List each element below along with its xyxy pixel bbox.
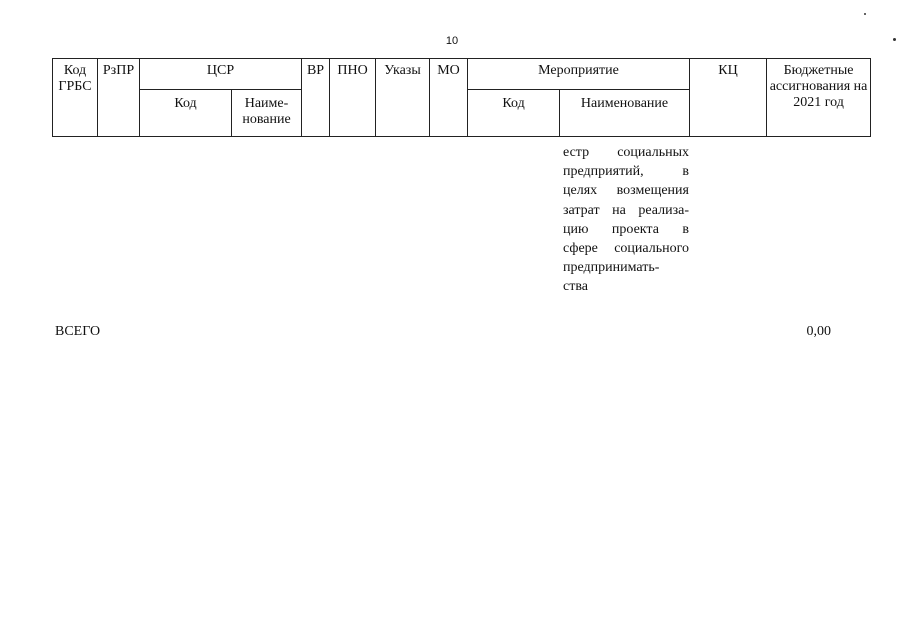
header-pno: ПНО — [330, 59, 376, 137]
header-csr-name: Наиме-нование — [232, 90, 302, 137]
header-meropriyatie: Мероприятие — [468, 59, 690, 90]
header-mer-kod: Код — [468, 90, 560, 137]
description-line: целях возмещения — [563, 183, 689, 199]
scan-speck — [864, 13, 866, 15]
total-value: 0,00 — [806, 324, 831, 339]
header-rzpr: РзПР — [98, 59, 140, 137]
header-csr-kod: Код — [140, 90, 232, 137]
description-line: предпринимать- — [563, 260, 660, 276]
page-number: 10 — [445, 35, 459, 47]
header-mer-name: Наименование — [560, 90, 690, 137]
description-line: предприятий, в — [563, 164, 689, 180]
description-line: ства — [563, 279, 588, 295]
description-line: цию проекта в — [563, 221, 689, 237]
description-line: затрат на реализа- — [563, 202, 689, 218]
header-kc: КЦ — [690, 59, 767, 137]
total-label: ВСЕГО — [55, 324, 101, 339]
header-vr: ВР — [302, 59, 330, 137]
header-kod-grbs: Код ГРБС — [53, 59, 98, 137]
description-line: естр социальных — [563, 145, 689, 160]
header-csr: ЦСР — [140, 59, 302, 90]
budget-table-header — [52, 58, 871, 137]
continued-description — [563, 143, 689, 297]
scan-speck — [893, 38, 896, 41]
header-budget: Бюджетные ассигнования на 2021 год — [767, 59, 871, 137]
description-line: сфере социального — [563, 241, 689, 257]
header-mo: МО — [430, 59, 468, 137]
header-ukazy: Указы — [376, 59, 430, 137]
